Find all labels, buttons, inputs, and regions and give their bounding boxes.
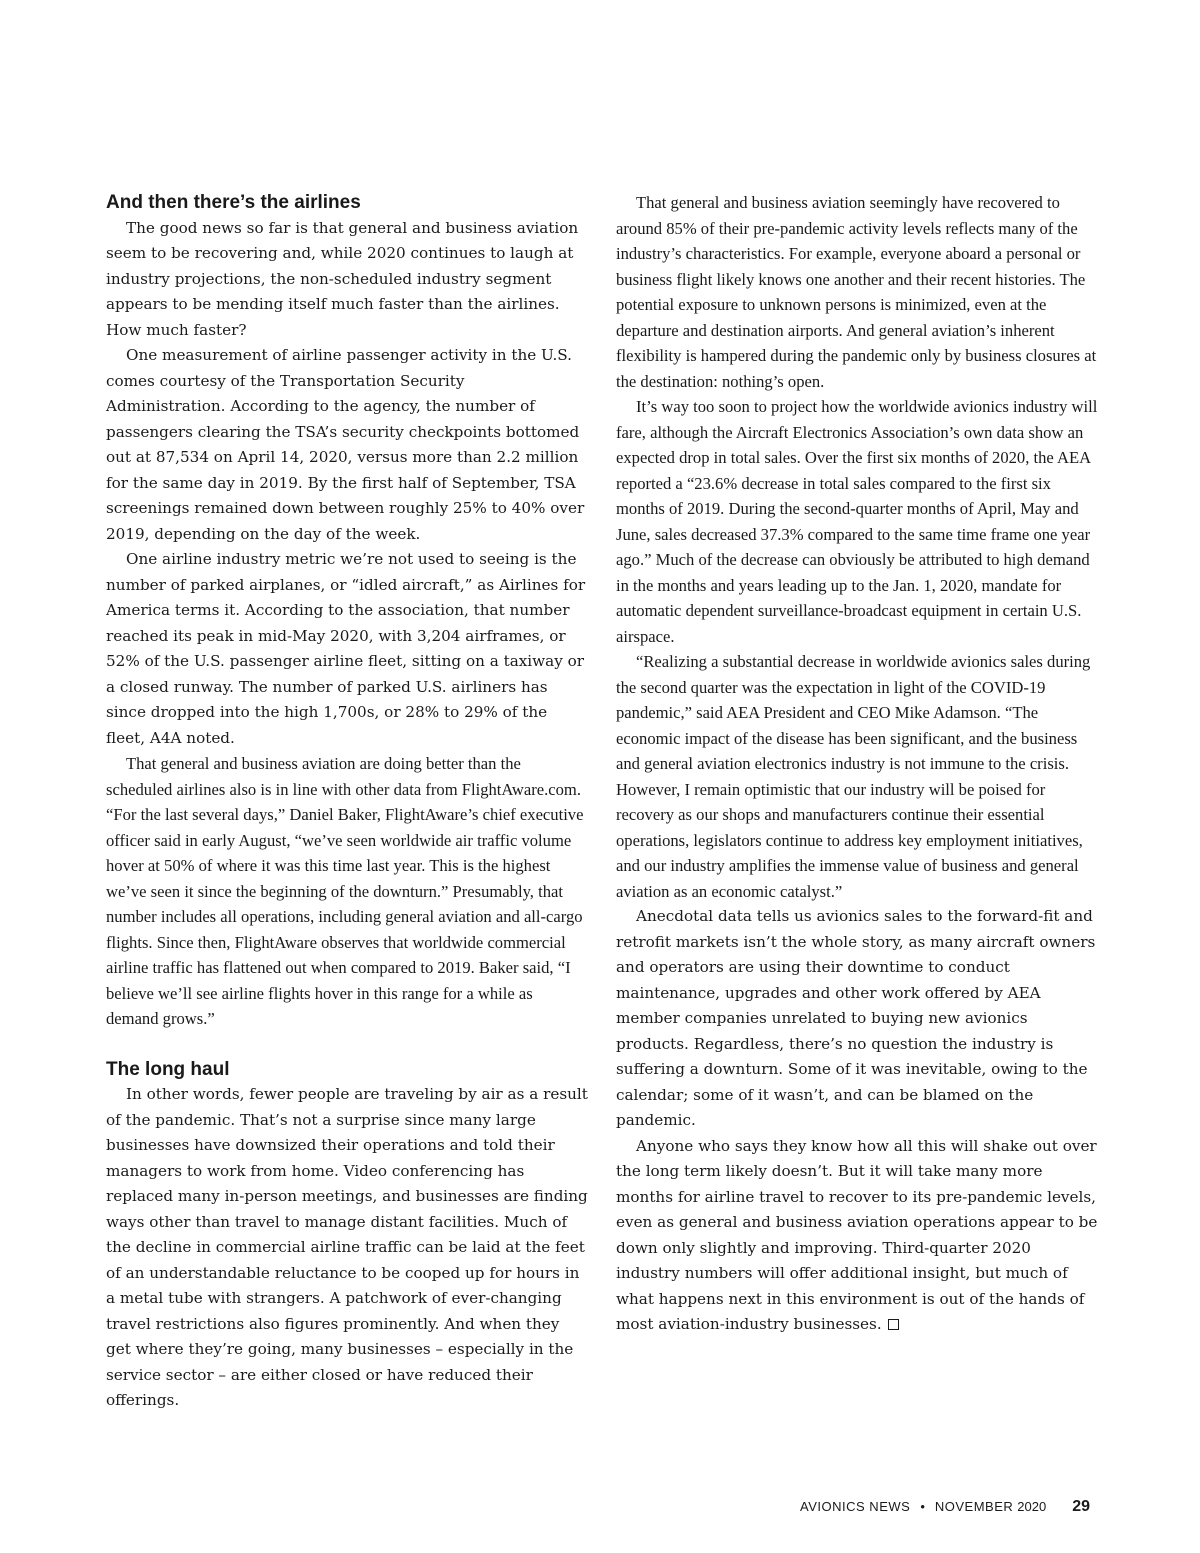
paragraph: Anecdotal data tells us avionics sales to the forward-fit and retrofit markets isn’t the whole story, as many aircraft owners and operators are using their downtime to conduct maintenance, upgrades and other work offered by AEA member companies unrelated to buying new avionics products. Regardless, there’s no question the industry is suffering a downturn. Some of it was inevitable, owing to the calendar; some of it wasn’t, and can be blamed on the pandemic.: [616, 907, 1096, 1129]
footer-month: NOVEMBER: [934, 1499, 1014, 1514]
page-footer: [800, 1498, 1090, 1516]
left-column: [106, 190, 588, 1414]
footer-publication: AVIONICS NEWS: [800, 1499, 911, 1514]
paragraph: One airline industry metric we’re not used to seeing is the number of parked airplanes, or “idled aircraft,” as Airlines for America terms it. According to the association, that number reached its peak in mid-May 2020, with 3,204 airframes, or 52% of the U.S. passenger airline fleet, sitting on a taxiway or a closed runway. The number of parked U.S. airliners has since dropped into the high 1,700s, or 28% to 29% of the fleet, A4A noted.: [106, 550, 586, 747]
footer-year: 2020: [1017, 1499, 1047, 1514]
paragraph-final: [616, 1134, 1098, 1338]
paragraph: One measurement of airline passenger activity in the U.S. comes courtesy of the Transportation Security Administration. According to the agency, the number of passengers clearing the TSA’s security checkpoints bottomed out at 87,534 on April 14, 2020, versus more than 2.2 million for the same day in 2019. By the first half of September, TSA screenings remained down between roughly 25% to 40% over 2019, depending on the day of the week.: [106, 346, 585, 543]
paragraph: In other words, fewer people are traveling by air as a result of the pandemic. That’s not a surprise since many large businesses have downsized their operations and told their managers to work from home. Video conferencing has replaced many in-person meetings, and businesses are finding ways other than travel to manage distant facilities. Much of the decline in commercial airline traffic can be laid at the feet of an understandable reluctance to be cooped up for hours in a metal tube with strangers. A patchwork of ever-changing travel restrictions also figures prominently. And when they get where they’re going, many businesses – especially in the service sector – are either closed or have reduced their offerings.: [106, 1085, 588, 1409]
paragraph: That general and business aviation seemingly have recovered to around 85% of their pre-pandemic activity levels reflects many of the industry’s characteristics. For example, everyone aboard a personal or business flight likely knows one another and their recent histories. The potential exposure to unknown persons is minimized, even at the departure and destination airports. And general aviation’s inherent flexibility is hampered during the pandemic only by business closures at the destination: nothing’s open.: [616, 193, 1097, 391]
end-of-article-square-icon: [888, 1319, 899, 1330]
paragraph-text: Anyone who says they know how all this will shake out over the long term likely doesn’t. But it will take many more months for airline travel to recover to its pre-pandemic levels, even as general and business aviation operations appear to be down only slightly and improving. Third-quarter 2020 industry numbers will offer additional insight, but much of what happens next in this environment is out of the hands of most aviation-industry businesses.: [616, 1136, 1098, 1333]
footer-bullet-icon: •: [920, 1499, 925, 1514]
right-column: [616, 190, 1098, 1338]
page-number: 29: [1072, 1498, 1090, 1515]
paragraph: That general and business aviation are doing better than the scheduled airlines also is in line with other data from FlightAware.com. “For the last several days,” Daniel Baker, FlightAware’s chief executive officer said in early August, “we’ve seen worldwide air traffic volume hover at 50% of where it was this time last year. This is the highest we’ve seen it since the beginning of the downturn.” Presumably, that number includes all operations, including general aviation and all-cargo flights. Since then, FlightAware observes that worldwide commercial airline traffic has flattened out when compared to 2019. Baker said, “I believe we’ll see airline flights hover in this range for a while as demand grows.”: [106, 754, 584, 1028]
paragraph: “Realizing a substantial decrease in worldwide avionics sales during the second quarter was the expectation in light of the COVID-19 pandemic,” said AEA President and CEO Mike Adamson. “The economic impact of the disease has been significant, and the business and general aviation electronics industry is not immune to the crisis. However, I remain optimistic that our industry will be poised for recovery as our shops and manufacturers continue their essential operations, legislators continue to address key employment initiatives, and our industry amplifies the immense value of business and general aviation as an economic catalyst.”: [616, 652, 1091, 901]
paragraph: It’s way too soon to project how the worldwide avionics industry will fare, although the Aircraft Electronics Association’s own data show an expected drop in total sales. Over the first six months of 2020, the AEA reported a “23.6% decrease in total sales compared to the first six months of 2019. During the second-quarter months of April, May and June, sales decreased 37.3% compared to the same time frame one year ago.” Much of the decrease can obviously be attributed to high demand in the months and years leading up to the Jan. 1, 2020, mandate for automatic dependent surveillance-broadcast equipment in certain U.S. airspace.: [616, 397, 1098, 646]
section-heading-airlines: And then there’s the airlines: [106, 192, 361, 213]
paragraph: The good news so far is that general and business aviation seem to be recovering and, while 2020 continues to laugh at industry projections, the non-scheduled industry segment appears to be mending itself much faster than the airlines. How much faster?: [106, 218, 579, 339]
section-heading-long-haul: The long haul: [106, 1058, 230, 1080]
